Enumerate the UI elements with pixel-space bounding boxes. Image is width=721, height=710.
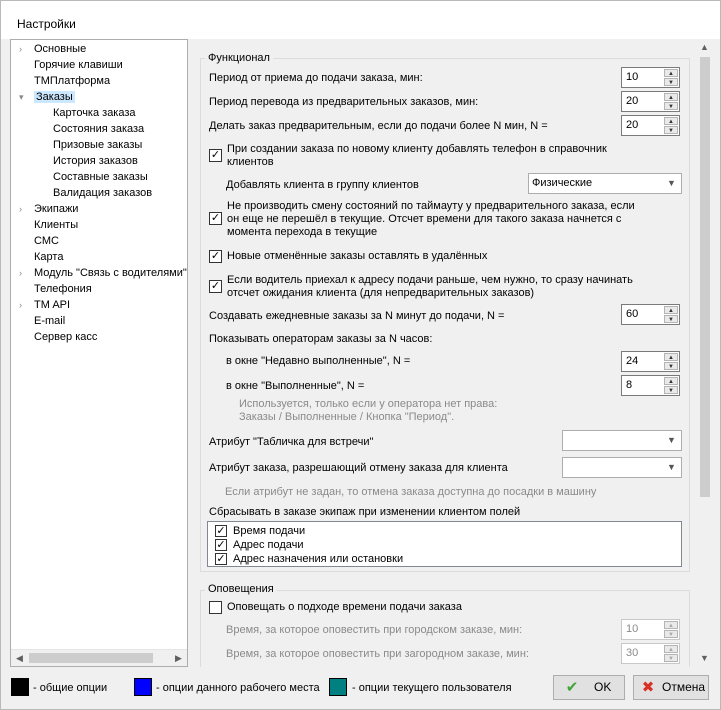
- scroll-thumb[interactable]: [29, 653, 153, 663]
- spin-down-icon[interactable]: ▼: [664, 78, 678, 86]
- reset-time-checkbox[interactable]: ✓: [216, 525, 226, 537]
- no-timeout-change-label: Не производить смену состояний по таймауту у предварительного заказа, если он еще не перешёл в текущие. Отсчет времени для такого заказа начнется с момента перехода в текущие: [227, 200, 635, 238]
- tree-item[interactable]: [19, 314, 65, 329]
- spin-up-icon[interactable]: ▲: [664, 645, 678, 653]
- tree-horizontal-scrollbar[interactable]: [11, 649, 187, 666]
- spin-down-icon[interactable]: ▼: [664, 386, 678, 394]
- tree-item-label: TM API: [34, 299, 71, 311]
- period-accept-label: Период от приема до подачи заказа, мин:: [209, 72, 423, 84]
- recent-done-label: в окне "Недавно выполненные", N =: [226, 355, 411, 367]
- legend-user-swatch: [329, 678, 347, 696]
- chevron-down-icon[interactable]: ▾: [19, 92, 24, 102]
- scroll-right-icon[interactable]: ▶: [175, 653, 182, 663]
- title-bar: [1, 1, 720, 39]
- tree-item-label: Карточка заказа: [53, 107, 136, 119]
- scroll-left-icon[interactable]: ◀: [16, 653, 23, 663]
- tree-item-label: Горячие клавиши: [34, 59, 123, 71]
- tree-items: [11, 40, 187, 649]
- attr-sign-label: Атрибут "Табличка для встречи": [209, 436, 374, 448]
- tree-item-label: E-mail: [34, 315, 66, 327]
- spin-down-icon[interactable]: ▼: [664, 654, 678, 662]
- reset-field-label: Адрес подачи: [233, 539, 304, 551]
- tree-item[interactable]: [19, 218, 78, 233]
- notify-approach-label: Оповещать о подходе времени подачи заказа: [227, 601, 462, 613]
- tree-item-label: Карта: [34, 251, 64, 263]
- tree-item[interactable]: [53, 154, 138, 169]
- reset-field-label: Время подачи: [233, 525, 306, 537]
- tree-item-label: ТМПлатформа: [34, 75, 111, 87]
- tree-item-label: Состояния заказа: [53, 123, 145, 135]
- period-transfer-spinner[interactable]: 20 ▲ ▼: [621, 91, 680, 112]
- chevron-down-icon: ▼: [667, 462, 676, 472]
- tree-item[interactable]: [19, 42, 86, 57]
- tree-item[interactable]: [19, 90, 75, 105]
- tree-item-label: Экипажи: [34, 203, 79, 215]
- done-spinner[interactable]: 8 ▲ ▼: [621, 375, 680, 396]
- chevron-right-icon[interactable]: ›: [19, 44, 22, 54]
- spin-up-icon[interactable]: ▲: [664, 306, 678, 314]
- tree-item[interactable]: [19, 234, 59, 249]
- add-phone-checkbox[interactable]: ✓: [210, 149, 221, 161]
- spin-up-icon[interactable]: ▲: [664, 621, 678, 629]
- spin-down-icon[interactable]: ▼: [664, 315, 678, 323]
- ok-button[interactable]: ✔ OK: [553, 675, 625, 700]
- show-hours-label: Показывать операторам заказы за N часов:: [209, 333, 433, 345]
- no-timeout-change-checkbox[interactable]: ✓: [210, 212, 221, 224]
- tree-item[interactable]: [19, 282, 92, 297]
- period-accept-spinner[interactable]: 10 ▲ ▼: [621, 67, 680, 88]
- spin-down-icon[interactable]: ▼: [664, 126, 678, 134]
- tree-item[interactable]: [19, 58, 123, 73]
- tree-item-label: Призовые заказы: [53, 139, 143, 151]
- scroll-thumb[interactable]: [700, 57, 710, 497]
- recent-done-spinner[interactable]: 24 ▲ ▼: [621, 351, 680, 372]
- reset-destination-checkbox[interactable]: ✓: [216, 553, 226, 565]
- panel-vertical-scrollbar[interactable]: [696, 39, 713, 667]
- suburb-time-label: Время, за которое оповестить при загородном заказе, мин:: [226, 648, 529, 660]
- tree-item[interactable]: [19, 74, 110, 89]
- client-group-label: Добавлять клиента в группу клиентов: [226, 179, 419, 191]
- reset-address-checkbox[interactable]: ✓: [216, 539, 226, 551]
- legend-user-label: - опции текущего пользователя: [352, 682, 512, 694]
- notifications-group-title: Оповещения: [205, 583, 277, 595]
- city-time-spinner[interactable]: 10 ▲ ▼: [621, 619, 680, 640]
- spin-up-icon[interactable]: ▲: [664, 353, 678, 361]
- attr-sign-select[interactable]: [562, 430, 682, 451]
- legend-common-label: - общие опции: [33, 682, 108, 694]
- checkmark-icon: ✔: [565, 679, 579, 696]
- settings-panel: [191, 39, 713, 667]
- chevron-right-icon[interactable]: ›: [19, 204, 22, 214]
- tree-item-label: Телефония: [34, 283, 92, 295]
- suburb-time-spinner[interactable]: 30 ▲ ▼: [621, 643, 680, 664]
- tree-item[interactable]: [19, 330, 97, 345]
- cancel-button[interactable]: ✖ Отмена: [633, 675, 709, 700]
- chevron-right-icon[interactable]: ›: [19, 300, 22, 310]
- early-arrival-label: Если водитель приехал к адресу подачи раньше, чем нужно, то сразу начинать отсчет ожидания клиента (для непредварительных заказов): [227, 274, 633, 299]
- spin-up-icon[interactable]: ▲: [664, 93, 678, 101]
- footer: [1, 673, 720, 709]
- notify-approach-checkbox[interactable]: [209, 601, 222, 614]
- spin-down-icon[interactable]: ▼: [664, 362, 678, 370]
- client-group-select[interactable]: Физические ▼: [528, 173, 682, 194]
- tree-item[interactable]: [53, 186, 152, 201]
- legend-common-swatch: [11, 678, 29, 696]
- reset-crew-label: Сбрасывать в заказе экипаж при изменении клиентом полей: [209, 506, 521, 518]
- keep-cancelled-checkbox[interactable]: ✓: [210, 250, 221, 262]
- attr-cancel-label: Атрибут заказа, разрешающий отмену заказа для клиента: [209, 462, 508, 474]
- scroll-down-icon[interactable]: ▼: [700, 653, 709, 663]
- tree-item[interactable]: [53, 138, 142, 153]
- reset-field-label: Адрес назначения или остановки: [233, 553, 404, 565]
- make-preliminary-spinner[interactable]: 20 ▲ ▼: [621, 115, 680, 136]
- tree-item-label: Сервер касс: [34, 331, 98, 343]
- done-label: в окне "Выполненные", N =: [226, 380, 365, 392]
- rights-hint: Используется, только если у оператора нет права: Заказы / Выполненные / Кнопка "Период".: [239, 398, 498, 423]
- spin-up-icon[interactable]: ▲: [664, 69, 678, 77]
- tree-item[interactable]: [19, 298, 70, 313]
- keep-cancelled-label: Новые отменённые заказы оставлять в удалённых: [227, 250, 488, 262]
- chevron-down-icon: ▼: [667, 178, 676, 188]
- spin-up-icon[interactable]: ▲: [664, 117, 678, 125]
- daily-orders-label: Создавать ежедневные заказы за N минут до подачи, N =: [209, 310, 505, 322]
- early-arrival-checkbox[interactable]: ✓: [210, 280, 221, 292]
- chevron-down-icon: ▼: [667, 435, 676, 445]
- functional-group-title: Функционал: [205, 52, 273, 64]
- add-phone-label: При создании заказа по новому клиенту добавлять телефон в справочник клиентов: [227, 143, 607, 168]
- close-icon: ✖: [641, 679, 655, 696]
- tree-item-label: Валидация заказов: [53, 187, 153, 199]
- daily-orders-spinner[interactable]: 60 ▲ ▼: [621, 304, 680, 325]
- tree-item-label: Клиенты: [34, 219, 79, 231]
- tree-item-label: Модуль "Связь с водителями": [34, 267, 187, 279]
- legend-workplace-swatch: [134, 678, 152, 696]
- tree-item[interactable]: [19, 266, 187, 281]
- tree-item[interactable]: [19, 250, 63, 265]
- window-title: Настройки: [17, 17, 76, 31]
- spin-down-icon[interactable]: ▼: [664, 630, 678, 638]
- tree-item[interactable]: [19, 202, 78, 217]
- tree-item[interactable]: [53, 122, 144, 137]
- tree-item-label: История заказов: [53, 155, 138, 167]
- attr-cancel-hint: Если атрибут не задан, то отмена заказа доступна до посадки в машину: [225, 486, 597, 498]
- tree-item-label: Основные: [34, 43, 87, 55]
- city-time-label: Время, за которое оповестить при городском заказе, мин:: [226, 624, 523, 636]
- period-transfer-label: Период перевода из предварительных заказов, мин:: [209, 96, 479, 108]
- scroll-up-icon[interactable]: ▲: [700, 42, 709, 52]
- chevron-right-icon[interactable]: ›: [19, 268, 22, 278]
- attr-cancel-select[interactable]: [562, 457, 682, 478]
- tree-item-label: Заказы: [36, 91, 73, 103]
- tree-item-label: Составные заказы: [53, 171, 148, 183]
- tree-item-label: СМС: [34, 235, 59, 247]
- settings-tree[interactable]: [10, 39, 188, 667]
- tree-item[interactable]: [53, 170, 148, 185]
- spin-down-icon[interactable]: ▼: [664, 102, 678, 110]
- spin-up-icon[interactable]: ▲: [664, 377, 678, 385]
- legend-workplace-label: - опции данного рабочего места: [156, 682, 320, 694]
- tree-item[interactable]: [53, 106, 136, 121]
- make-preliminary-label: Делать заказ предварительным, если до подачи более N мин, N =: [209, 120, 548, 132]
- reset-fields-list: [207, 521, 682, 567]
